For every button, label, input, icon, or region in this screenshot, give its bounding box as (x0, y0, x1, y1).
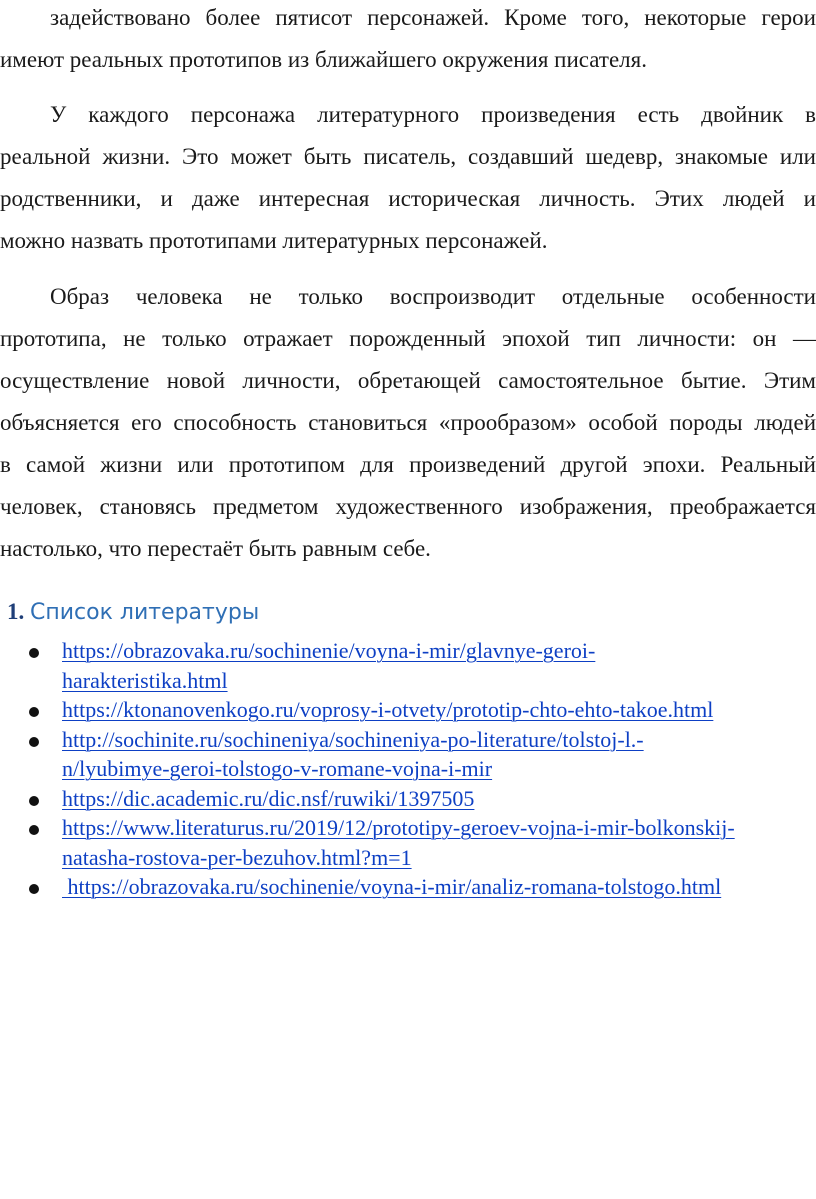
bullet-icon (29, 707, 39, 717)
heading-title: Список литературы (30, 600, 260, 625)
text-line: родственники, и даже интересная историческая личность. Этих людей и (0, 186, 816, 211)
paragraph-continuation (0, 0, 816, 81)
link-line: n/lyubimye-geroi-tolstogo-v-romane-vojna-i-mir (62, 756, 493, 781)
text-line: Образ человека не только воспроизводит отдельные особенности (50, 284, 816, 309)
reference-item (0, 636, 816, 695)
references-heading (7, 596, 259, 629)
link-line: https://dic.academic.ru/dic.nsf/ruwiki/1397505 (62, 785, 475, 811)
link-line: http://sochinite.ru/sochineniya/sochineniya-po-literature/tolstoj-l.- (62, 726, 644, 752)
link-line: https://obrazovaka.ru/sochinenie/voyna-i-mir/glavnye-geroi- (62, 638, 596, 663)
bullet-icon (29, 648, 39, 658)
text-line: имеют реальных прототипов из ближайшего окружения писателя. (0, 47, 647, 72)
references-list (0, 636, 816, 902)
bullet-icon (29, 884, 39, 894)
text-line: можно назвать прототипами литературных персонажей. (0, 228, 548, 253)
text-line: настолько, что перестаёт быть равным себе. (0, 536, 431, 561)
reference-item (0, 813, 816, 872)
reference-item (0, 695, 816, 725)
paragraph-prototypes (0, 94, 816, 262)
text-line: объясняется его способность становиться «прообразом» особой породы людей (0, 410, 816, 435)
text-line: человек, становясь предметом художественного изображения, преображается (0, 494, 816, 519)
reference-link[interactable] (62, 784, 816, 814)
heading-number: 1. (7, 599, 25, 624)
text-line: в самой жизни или прототипом для произведений другой эпохи. Реальный (0, 452, 816, 477)
bullet-icon (29, 825, 39, 835)
reference-item (0, 725, 816, 784)
reference-link[interactable] (62, 695, 816, 725)
reference-link[interactable] (62, 725, 816, 784)
reference-item (0, 784, 816, 814)
bullet-icon (29, 796, 39, 806)
link-line: https://www.literaturus.ru/2019/12/prototipy-geroev-vojna-i-mir-bolkonskij- (62, 815, 735, 840)
text-line: реальной жизни. Это может быть писатель, создавший шедевр, знакомые или (0, 144, 816, 169)
text-line: осуществление новой личности, обретающей самостоятельное бытие. Этим (0, 368, 816, 393)
text-line: У каждого персонажа литературного произведения есть двойник в (50, 102, 816, 127)
link-line: https://ktonanovenkogo.ru/voprosy-i-otvety/prototip-chto-ehto-takoe.html (62, 697, 714, 722)
link-line: https://obrazovaka.ru/sochinenie/voyna-i-mir/analiz-romana-tolstogo.html (62, 874, 722, 899)
reference-link[interactable] (62, 636, 816, 695)
bullet-icon (29, 737, 39, 747)
reference-link[interactable] (62, 813, 816, 872)
reference-link[interactable] (62, 872, 816, 902)
text-line: прототипа, не только отражает порожденный эпохой тип личности: он — (0, 326, 816, 351)
link-line: harakteristika.html (62, 667, 228, 693)
link-line: natasha-rostova-per-bezuhov.html?m=1 (62, 844, 412, 870)
text-line: задействовано более пятисот персонажей. Кроме того, некоторые герои (50, 5, 816, 30)
paragraph-image-of-person (0, 276, 816, 570)
reference-item (0, 872, 816, 902)
